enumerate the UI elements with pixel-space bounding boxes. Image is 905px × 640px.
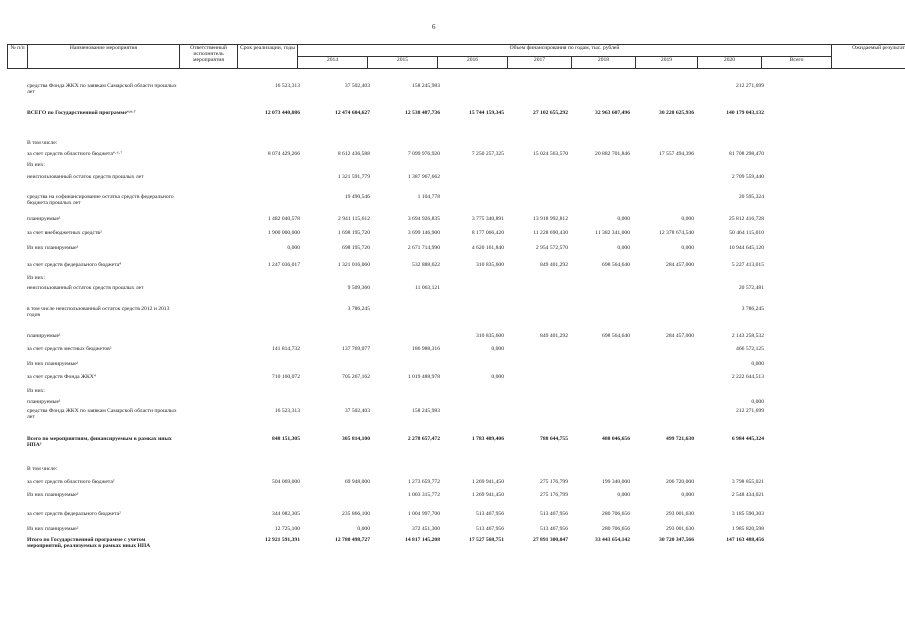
row-label: Итого по Государственной программе с учетом мероприятий, реализуемых в рамках иных НПА (27, 537, 151, 550)
row-label: Из них: (27, 275, 45, 281)
row-value: 27 891 300,047 (533, 537, 568, 543)
row-value: 513 467,956 (540, 526, 568, 532)
row-value: 27 102 655,292 (533, 110, 568, 116)
row-value: 20 882 701,846 (595, 151, 630, 157)
row-value: 1 321 016,060 (337, 262, 370, 268)
header-year: 2016 (438, 57, 508, 69)
row-value: 1 269 941,450 (471, 479, 504, 485)
row-label: ВСЕГО по Государственной программе⁴·⁶·⁷ (27, 110, 136, 116)
row-value: 3 694 926,835 (407, 216, 440, 222)
row-value: 13 918 992,812 (533, 216, 568, 222)
row-value: 710 160,072 (272, 374, 300, 380)
row-value: 15 024 563,570 (533, 151, 568, 157)
row-label: Из них планируемые² (27, 492, 79, 498)
row-value: 0,000 (617, 245, 630, 251)
row-value: 280 706,656 (602, 526, 630, 532)
row-value: 2 941 115,612 (338, 216, 370, 222)
header-year: 2015 (368, 57, 438, 69)
row-value: 849 401,292 (540, 333, 568, 339)
row-value: 19 490,546 (344, 194, 370, 200)
row-value: 186 988,316 (412, 346, 440, 352)
row-value: 1 003 315,772 (407, 492, 440, 498)
row-value: 284 457,000 (666, 333, 694, 339)
row-label: в том числе неиспользованный остаток средств 2012 и 2013 годов (27, 306, 170, 319)
row-value: 212 271,699 (736, 408, 764, 414)
row-value: 1 321 591,779 (337, 174, 370, 180)
row-value: 698 564,640 (602, 333, 630, 339)
row-value: 0,000 (491, 346, 504, 352)
row-value: 2 671 714,990 (407, 245, 440, 251)
row-value: 3 786,245 (347, 306, 370, 312)
header-year-total: Всего (762, 57, 832, 69)
row-value: 0,000 (357, 526, 370, 532)
row-value: 7 250 257,325 (471, 151, 504, 157)
row-value: 849 401,292 (540, 262, 568, 268)
row-value: 11 228 690,430 (533, 230, 568, 236)
row-value: 275 176,799 (540, 479, 568, 485)
row-value: 3 798 855,021 (731, 479, 764, 485)
row-value: 137 769,077 (342, 346, 370, 352)
row-value: 1 269 941,450 (471, 492, 504, 498)
row-value: 12 921 591,391 (265, 537, 300, 543)
row-value: 158 245,983 (412, 408, 440, 414)
row-value: 2 709 559,440 (731, 174, 764, 180)
row-value: 212 271,699 (736, 83, 764, 89)
row-value: 0,000 (617, 216, 630, 222)
row-value: 2 222 644,513 (731, 374, 764, 380)
row-value: 20 572,481 (738, 285, 764, 291)
row-label: за счет средств федерального бюджета⁴ (27, 262, 122, 268)
row-value: 480 046,656 (602, 436, 630, 442)
row-value: 17 557 494,396 (659, 151, 694, 157)
row-value: 3 775 340,891 (471, 216, 504, 222)
row-label: за счет средств Фонда ЖКХ⁴ (27, 374, 96, 380)
row-value: 6 984 445,324 (731, 436, 764, 442)
row-value: 16 523,313 (274, 408, 300, 414)
row-label: Из них: (27, 162, 45, 168)
page-number: 6 (432, 23, 436, 31)
header-year: 2018 (572, 57, 636, 69)
row-value: 1 104,778 (417, 194, 440, 200)
header-number: № п/п (8, 45, 28, 69)
row-value: 8 074 429,266 (267, 151, 300, 157)
row-value: 1 273 659,772 (407, 479, 440, 485)
row-value: 0,000 (491, 374, 504, 380)
row-value: 0,000 (681, 216, 694, 222)
row-value: 0,000 (751, 361, 764, 367)
row-value: 17 527 568,751 (469, 537, 504, 543)
row-value: 0,000 (751, 399, 764, 405)
row-label: средства Фонда ЖКХ по заявкам Самарской области прошлых лет (27, 83, 177, 96)
row-label: за счет средств областного бюджета⁴·⁶·⁷ (27, 151, 123, 157)
row-value: 15 744 159,345 (469, 110, 504, 116)
row-value: 1 019 488,978 (407, 374, 440, 380)
row-value: 147 163 488,456 (726, 537, 764, 543)
header-responsible: Ответственный исполнитель мероприятия (180, 45, 238, 69)
row-value: 235 866,100 (342, 511, 370, 517)
row-value: 5 227 413,015 (731, 262, 764, 268)
row-value: 4 620 161,840 (471, 245, 504, 251)
row-value: 12 073 440,086 (265, 110, 300, 116)
row-value: 504 069,000 (272, 479, 300, 485)
row-value: 12 474 684,627 (335, 110, 370, 116)
row-label: Из них планируемые² (27, 526, 79, 532)
row-value: 37 502,403 (344, 83, 370, 89)
row-label: Из них планируемые¹ (27, 361, 79, 367)
row-value: 20 595,324 (738, 194, 764, 200)
row-value: 1 482 040,578 (267, 216, 300, 222)
row-value: 466 572,125 (736, 346, 764, 352)
row-value: 3 699 146,900 (407, 230, 440, 236)
row-value: 1 387 967,662 (407, 174, 440, 180)
header-financing: Объем финансирования по годам, тыс. рублей (298, 45, 832, 57)
row-value: 2 548 434,021 (731, 492, 764, 498)
row-value: 37 502,403 (344, 408, 370, 414)
header-period: Срок реализации, годы (238, 45, 298, 69)
header-year: 2020 (698, 57, 762, 69)
row-value: 12 780 498,727 (335, 537, 370, 543)
row-value: 3 185 590,303 (731, 511, 764, 517)
row-value: 513 467,956 (476, 511, 504, 517)
row-value: 1 698 195,720 (337, 230, 370, 236)
row-value: 372 451,300 (412, 526, 440, 532)
row-value: 848 151,305 (272, 436, 300, 442)
row-value: 0,000 (681, 492, 694, 498)
row-value: 705 267,162 (342, 374, 370, 380)
row-value: 14 817 145,208 (405, 537, 440, 543)
header-year: 2014 (298, 57, 368, 69)
row-label: Из них: (27, 388, 45, 394)
row-value: 532 888,622 (412, 262, 440, 268)
row-label: планируемые¹ (27, 216, 61, 222)
row-value: 8 612 436,588 (337, 151, 370, 157)
row-label: Всего по мероприятиям, финансируемым в рамках иных НПА³ (27, 436, 172, 449)
row-value: 30 720 347,566 (659, 537, 694, 543)
row-value: 11 063,121 (415, 285, 440, 291)
row-value: 7 099 976,920 (407, 151, 440, 157)
row-value: 9 509,360 (347, 285, 370, 291)
row-value: 293 001,630 (666, 511, 694, 517)
row-value: 2 143 258,532 (731, 333, 764, 339)
row-value: 2 278 657,472 (407, 436, 440, 442)
row-value: 16 523,313 (274, 83, 300, 89)
row-value: 12 725,100 (274, 526, 300, 532)
row-value: 1 004 997,700 (407, 511, 440, 517)
row-value: 310 835,600 (476, 262, 504, 268)
row-value: 513 467,956 (540, 511, 568, 517)
row-value: 206 720,000 (666, 479, 694, 485)
row-value: 141 814,732 (272, 346, 300, 352)
row-label: за счет внебюджетных средств² (27, 230, 102, 236)
row-value: 1 985 820,598 (731, 526, 764, 532)
row-value: 81 708 298,470 (729, 151, 764, 157)
row-value: 305 814,100 (342, 436, 370, 442)
row-label: В том числе: (27, 466, 58, 472)
row-label: за счет средств федерального бюджета² (27, 511, 121, 517)
row-value: 30 220 625,936 (659, 110, 694, 116)
row-value: 275 176,799 (540, 492, 568, 498)
row-value: 25 812 416,728 (729, 216, 764, 222)
row-value: 310 835,600 (476, 333, 504, 339)
row-value: 3 786,245 (741, 306, 764, 312)
row-value: 284 457,000 (666, 262, 694, 268)
row-label: неиспользованный остаток средств прошлых лет (27, 174, 144, 180)
row-value: 698 564,640 (602, 262, 630, 268)
row-label: Из них планируемые¹ (27, 245, 79, 251)
row-value: 1 783 409,406 (471, 436, 504, 442)
row-value: 10 944 645,120 (729, 245, 764, 251)
header-name: Наименование мероприятия (28, 45, 180, 69)
row-value: 0,000 (617, 492, 630, 498)
row-label: В том числе: (27, 140, 58, 146)
row-value: 158 245,983 (412, 83, 440, 89)
row-label: неиспользованный остаток средств прошлых лет (27, 285, 144, 291)
row-value: 50 464 115,010 (729, 230, 764, 236)
row-value: 499 721,630 (666, 436, 694, 442)
row-value: 293 001,630 (666, 526, 694, 532)
row-value: 69 948,000 (344, 479, 370, 485)
row-value: 12 378 674,540 (659, 230, 694, 236)
row-label: средства Фонда ЖКХ по заявкам Самарской области прошлых лет (27, 408, 177, 421)
row-value: 199 340,000 (602, 479, 630, 485)
row-value: 8 177 066,420 (471, 230, 504, 236)
row-value: 344 082,305 (272, 511, 300, 517)
row-value: 280 706,656 (602, 511, 630, 517)
row-label: за счет средств областного бюджета² (27, 479, 115, 485)
row-value: 698 195,720 (342, 245, 370, 251)
row-value: 11 382 341,000 (595, 230, 630, 236)
row-label: средства на софинансирование остатка средств федерального бюджета прошлых лет (27, 194, 174, 207)
row-label: планируемые¹ (27, 399, 61, 405)
row-value: 140 179 043,132 (726, 110, 764, 116)
row-label: планируемые¹ (27, 333, 61, 339)
header-year: 2019 (636, 57, 698, 69)
row-value: 32 963 607,496 (595, 110, 630, 116)
row-value: 12 538 487,736 (405, 110, 440, 116)
header-year: 2017 (508, 57, 572, 69)
header-result: Ожидаемый результат (832, 45, 905, 69)
row-value: 1 247 036,017 (267, 262, 300, 268)
row-value: 1 900 000,000 (267, 230, 300, 236)
row-value: 513 467,956 (476, 526, 504, 532)
row-value: 0,000 (681, 245, 694, 251)
row-value: 788 644,755 (540, 436, 568, 442)
row-label: за счет средств местных бюджетов² (27, 346, 112, 352)
row-value: 0,000 (287, 245, 300, 251)
row-value: 2 954 572,570 (535, 245, 568, 251)
row-value: 33 443 654,142 (595, 537, 630, 543)
